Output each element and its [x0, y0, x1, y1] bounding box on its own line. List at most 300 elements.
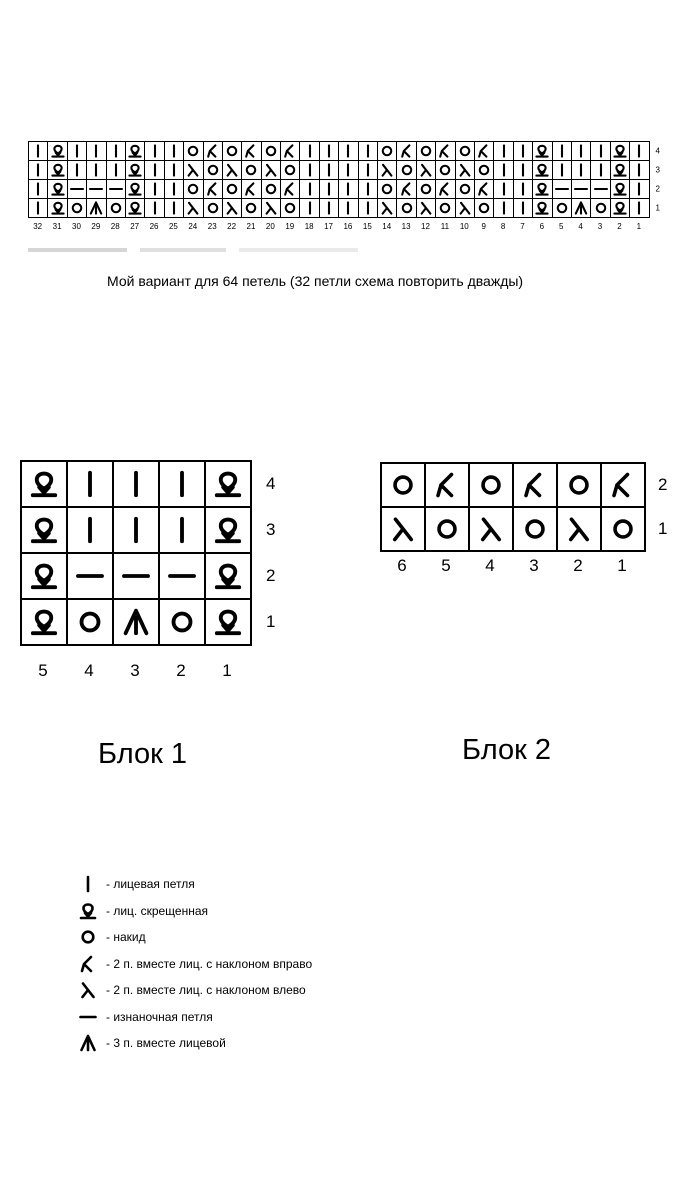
chart-cell	[125, 180, 144, 199]
chart-cell	[630, 199, 649, 218]
column-number: 12	[421, 222, 430, 231]
knit-stitch-icon	[69, 143, 85, 159]
chart-cell	[242, 142, 261, 161]
twisted-knit-icon	[28, 514, 60, 546]
block1-title: Блок 1	[98, 738, 187, 770]
block2-title: Блок 2	[462, 734, 551, 766]
k2tog-left-icon	[263, 162, 279, 178]
chart-cell	[106, 180, 125, 199]
chart-cell	[87, 161, 106, 180]
k2tog-left-icon	[185, 162, 201, 178]
purl-stitch-icon	[69, 181, 85, 197]
chart-cell	[21, 553, 67, 599]
knit-stitch-icon	[496, 181, 512, 197]
twisted-knit-icon	[28, 468, 60, 500]
row-number: 1	[658, 519, 668, 538]
k3tog-icon	[88, 200, 104, 216]
knit-stitch-icon	[120, 468, 152, 500]
knit-stitch-icon	[321, 200, 337, 216]
chart-cell	[571, 142, 590, 161]
chart-row	[29, 161, 650, 180]
knit-stitch-icon	[321, 143, 337, 159]
legend-symbol	[78, 874, 98, 894]
chart-cell	[610, 161, 629, 180]
chart-cell	[164, 161, 183, 180]
knit-stitch-icon	[554, 162, 570, 178]
chart-cell	[29, 161, 48, 180]
knit-stitch-icon	[360, 143, 376, 159]
chart-cell	[533, 199, 552, 218]
column-number: 18	[304, 222, 314, 231]
knit-stitch-icon	[302, 162, 318, 178]
column-number: 19	[285, 222, 295, 231]
chart-cell	[145, 142, 164, 161]
chart-row	[21, 553, 251, 599]
chart-cell	[455, 199, 474, 218]
legend-label: - лицевая петля	[106, 877, 195, 891]
chart-cell	[416, 161, 435, 180]
chart-cell	[300, 142, 319, 161]
faded-text-line	[28, 248, 358, 252]
chart-cell	[358, 161, 377, 180]
chart-cell	[630, 161, 649, 180]
column-number: 5	[38, 661, 48, 680]
full-chart-column-numbers	[28, 222, 649, 231]
chart-cell	[261, 180, 280, 199]
knit-stitch-icon	[515, 200, 531, 216]
chart-cell	[381, 463, 425, 507]
column-number: 31	[52, 222, 62, 231]
chart-cell	[205, 553, 251, 599]
twisted-knit-icon	[534, 181, 550, 197]
twisted-knit-icon	[127, 181, 143, 197]
chart-cell	[48, 199, 67, 218]
block1-column-numbers	[20, 661, 250, 681]
chart-cell	[571, 180, 590, 199]
k3tog-icon	[573, 200, 589, 216]
chart-cell	[455, 180, 474, 199]
chart-cell	[125, 161, 144, 180]
yarn-over-icon	[457, 181, 473, 197]
yarn-over-icon	[593, 200, 609, 216]
k2tog-left-icon	[379, 200, 395, 216]
knit-stitch-icon	[147, 143, 163, 159]
knit-stitch-icon	[166, 514, 198, 546]
chart-cell	[397, 180, 416, 199]
k2tog-right-icon	[282, 143, 298, 159]
block2-chart	[380, 462, 646, 552]
chart-cell	[378, 180, 397, 199]
knit-stitch-icon	[360, 181, 376, 197]
twisted-knit-icon	[212, 606, 244, 638]
k2tog-right-icon	[476, 143, 492, 159]
knit-stitch-icon	[340, 200, 356, 216]
chart-cell	[533, 180, 552, 199]
column-number: 28	[110, 222, 120, 231]
yarn-over-icon	[185, 143, 201, 159]
chart-cell	[474, 199, 493, 218]
chart-cell	[552, 199, 571, 218]
column-number: 4	[84, 661, 94, 680]
knit-stitch-icon	[631, 143, 647, 159]
knit-stitch-icon	[631, 200, 647, 216]
row-number: 3	[266, 520, 276, 539]
knit-stitch-icon	[88, 162, 104, 178]
chart-cell	[381, 507, 425, 551]
purl-stitch-icon	[593, 181, 609, 197]
chart-cell	[205, 461, 251, 507]
chart-cell	[571, 199, 590, 218]
row-number: 2	[266, 566, 276, 585]
chart-cell	[339, 161, 358, 180]
twisted-knit-icon	[50, 181, 66, 197]
chart-cell	[339, 180, 358, 199]
knit-stitch-icon	[515, 143, 531, 159]
chart-cell	[164, 199, 183, 218]
chart-cell	[67, 507, 113, 553]
chart-cell	[358, 199, 377, 218]
k2tog-right-icon	[205, 181, 221, 197]
chart-cell	[184, 142, 203, 161]
chart-cell	[164, 180, 183, 199]
chart-cell	[113, 507, 159, 553]
legend-symbol	[78, 1033, 98, 1053]
knit-stitch-icon	[166, 162, 182, 178]
chart-cell	[557, 463, 601, 507]
chart-cell	[610, 142, 629, 161]
yarn-over-icon	[520, 514, 550, 544]
chart-cell	[601, 463, 645, 507]
chart-cell	[281, 199, 300, 218]
purl-stitch-icon	[78, 1007, 98, 1027]
chart-cell	[67, 553, 113, 599]
yarn-over-icon	[379, 181, 395, 197]
chart-cell	[106, 161, 125, 180]
yarn-over-icon	[205, 162, 221, 178]
legend-label: - накид	[106, 930, 146, 944]
twisted-knit-icon	[612, 143, 628, 159]
row-number: 2	[658, 475, 668, 494]
legend-label: - лиц. скрещенная	[106, 903, 209, 918]
yarn-over-icon	[243, 162, 259, 178]
chart-cell	[261, 199, 280, 218]
column-number: 2	[617, 222, 622, 231]
chart-cell	[205, 507, 251, 553]
k2tog-left-icon	[263, 200, 279, 216]
chart-cell	[164, 142, 183, 161]
chart-cell	[610, 180, 629, 199]
k2tog-right-icon	[243, 181, 259, 197]
yarn-over-icon	[263, 143, 279, 159]
chart-cell	[397, 161, 416, 180]
chart-cell	[145, 199, 164, 218]
twisted-knit-icon	[534, 162, 550, 178]
legend-item	[78, 1006, 213, 1028]
chart-cell	[203, 199, 222, 218]
column-number: 5	[559, 222, 564, 231]
chart-cell	[319, 199, 338, 218]
chart-cell	[261, 161, 280, 180]
k2tog-right-icon	[399, 143, 415, 159]
chart-cell	[630, 142, 649, 161]
purl-stitch-icon	[88, 181, 104, 197]
knit-stitch-icon	[74, 468, 106, 500]
chart-cell	[67, 161, 86, 180]
knit-stitch-icon	[340, 181, 356, 197]
yarn-over-icon	[166, 606, 198, 638]
chart-cell	[48, 142, 67, 161]
knit-stitch-icon	[78, 874, 98, 894]
chart-cell	[436, 180, 455, 199]
chart-cell	[145, 161, 164, 180]
chart-cell	[474, 161, 493, 180]
row-number: 2	[655, 184, 660, 194]
column-number: 16	[343, 222, 353, 231]
twisted-knit-icon	[127, 200, 143, 216]
yarn-over-icon	[224, 143, 240, 159]
yarn-over-icon	[108, 200, 124, 216]
chart-cell	[203, 180, 222, 199]
chart-cell	[513, 161, 532, 180]
chart-cell	[67, 142, 86, 161]
twisted-knit-icon	[28, 560, 60, 592]
column-number: 4	[485, 556, 495, 575]
k2tog-left-icon	[78, 980, 98, 1000]
chart-cell	[319, 180, 338, 199]
twisted-knit-icon	[78, 901, 98, 921]
chart-cell	[378, 161, 397, 180]
chart-cell	[630, 180, 649, 199]
chart-cell	[67, 461, 113, 507]
chart-cell	[425, 463, 469, 507]
chart-cell	[125, 142, 144, 161]
knit-stitch-icon	[321, 162, 337, 178]
chart-cell	[425, 507, 469, 551]
knit-stitch-icon	[166, 181, 182, 197]
chart-cell	[48, 161, 67, 180]
column-number: 7	[520, 222, 525, 231]
knit-stitch-icon	[515, 181, 531, 197]
column-number: 6	[397, 556, 407, 575]
chart-cell	[125, 199, 144, 218]
knit-stitch-icon	[30, 162, 46, 178]
twisted-knit-icon	[612, 200, 628, 216]
chart-cell	[494, 161, 513, 180]
twisted-knit-icon	[212, 514, 244, 546]
chart-cell	[474, 180, 493, 199]
twisted-knit-icon	[127, 143, 143, 159]
chart-cell	[67, 180, 86, 199]
chart-cell	[416, 180, 435, 199]
purl-stitch-icon	[74, 560, 106, 592]
column-number: 3	[597, 222, 603, 231]
chart-cell	[571, 161, 590, 180]
k2tog-left-icon	[185, 200, 201, 216]
column-number: 3	[529, 556, 539, 575]
chart-cell	[552, 161, 571, 180]
knit-stitch-icon	[30, 200, 46, 216]
yarn-over-icon	[282, 200, 298, 216]
chart-cell	[319, 161, 338, 180]
chart-cell	[591, 180, 610, 199]
knit-stitch-icon	[573, 143, 589, 159]
legend-label: - 3 п. вместе лицевой	[106, 1036, 226, 1050]
chart-cell	[416, 199, 435, 218]
twisted-knit-icon	[534, 143, 550, 159]
yarn-over-icon	[564, 470, 594, 500]
chart-cell	[242, 180, 261, 199]
chart-cell	[67, 199, 86, 218]
chart-cell	[416, 142, 435, 161]
chart-cell	[513, 199, 532, 218]
column-number: 24	[188, 222, 198, 231]
column-number: 15	[362, 222, 372, 231]
chart-row	[29, 180, 650, 199]
legend-symbol	[78, 954, 98, 974]
chart-cell	[222, 161, 241, 180]
chart-cell	[513, 507, 557, 551]
legend-item	[78, 873, 195, 895]
knit-stitch-icon	[321, 181, 337, 197]
chart-cell	[281, 142, 300, 161]
chart-cell	[222, 199, 241, 218]
k2tog-left-icon	[457, 162, 473, 178]
chart-cell	[113, 599, 159, 645]
k2tog-right-icon	[205, 143, 221, 159]
chart-cell	[378, 199, 397, 218]
yarn-over-icon	[205, 200, 221, 216]
legend-symbol	[78, 980, 98, 1000]
row-number: 1	[266, 612, 276, 631]
chart-cell	[300, 161, 319, 180]
chart-cell	[601, 507, 645, 551]
column-number: 1	[222, 661, 232, 680]
knit-stitch-icon	[631, 181, 647, 197]
chart-cell	[557, 507, 601, 551]
yarn-over-icon	[432, 514, 462, 544]
column-number: 11	[440, 222, 450, 231]
chart-cell	[29, 142, 48, 161]
twisted-knit-icon	[212, 560, 244, 592]
yarn-over-icon	[418, 181, 434, 197]
knit-stitch-icon	[496, 162, 512, 178]
k2tog-right-icon	[282, 181, 298, 197]
twisted-knit-icon	[127, 162, 143, 178]
column-number: 23	[207, 222, 217, 231]
chart-cell	[242, 161, 261, 180]
knit-stitch-icon	[147, 181, 163, 197]
chart-cell	[113, 553, 159, 599]
chart-cell	[159, 461, 205, 507]
chart-row	[29, 199, 650, 218]
column-number: 4	[578, 222, 583, 231]
chart-cell	[203, 142, 222, 161]
k2tog-right-icon	[437, 143, 453, 159]
column-number: 5	[441, 556, 451, 575]
legend-item	[78, 900, 208, 922]
knit-stitch-icon	[108, 162, 124, 178]
k2tog-right-icon	[520, 470, 550, 500]
k2tog-right-icon	[608, 470, 638, 500]
chart-cell	[21, 461, 67, 507]
column-number: 10	[459, 222, 469, 231]
column-number: 29	[91, 222, 101, 231]
chart-cell	[29, 199, 48, 218]
chart-cell	[29, 180, 48, 199]
chart-cell	[533, 161, 552, 180]
knit-stitch-icon	[573, 162, 589, 178]
chart-cell	[474, 142, 493, 161]
legend-symbol	[78, 927, 98, 947]
knit-stitch-icon	[120, 514, 152, 546]
chart-cell	[358, 142, 377, 161]
yarn-over-icon	[399, 162, 415, 178]
chart-caption: Мой вариант для 64 петель (32 петли схема повторить дважды)	[107, 273, 524, 289]
chart-cell	[494, 199, 513, 218]
twisted-knit-icon	[50, 200, 66, 216]
chart-cell	[205, 599, 251, 645]
chart-row	[21, 507, 251, 553]
knit-stitch-icon	[69, 162, 85, 178]
row-number: 4	[266, 474, 276, 493]
yarn-over-icon	[379, 143, 395, 159]
chart-cell	[610, 199, 629, 218]
k2tog-left-icon	[418, 162, 434, 178]
k2tog-left-icon	[476, 514, 506, 544]
k2tog-right-icon	[78, 954, 98, 974]
column-number: 30	[72, 222, 81, 231]
yarn-over-icon	[185, 181, 201, 197]
chart-row	[381, 507, 645, 551]
k2tog-right-icon	[243, 143, 259, 159]
column-number: 21	[246, 222, 256, 231]
chart-cell	[591, 161, 610, 180]
yarn-over-icon	[69, 200, 85, 216]
legend-label: - 2 п. вместе лиц. с наклоном вправо	[106, 956, 313, 971]
k2tog-left-icon	[224, 200, 240, 216]
purl-stitch-icon	[573, 181, 589, 197]
twisted-knit-icon	[612, 181, 628, 197]
yarn-over-icon	[476, 200, 492, 216]
knit-stitch-icon	[108, 143, 124, 159]
chart-cell	[469, 507, 513, 551]
row-number: 4	[655, 146, 660, 156]
chart-cell	[339, 142, 358, 161]
column-number: 1	[617, 556, 627, 575]
purl-stitch-icon	[166, 560, 198, 592]
column-number: 8	[500, 222, 506, 231]
chart-cell	[436, 142, 455, 161]
knit-stitch-icon	[166, 143, 182, 159]
knit-stitch-icon	[360, 200, 376, 216]
twisted-knit-icon	[28, 606, 60, 638]
k2tog-right-icon	[437, 181, 453, 197]
knit-stitch-icon	[30, 143, 46, 159]
column-number: 25	[168, 222, 178, 231]
chart-cell	[591, 199, 610, 218]
k2tog-left-icon	[418, 200, 434, 216]
chart-cell	[87, 199, 106, 218]
chart-cell	[145, 180, 164, 199]
chart-cell	[184, 199, 203, 218]
knit-stitch-icon	[593, 143, 609, 159]
k2tog-left-icon	[388, 514, 418, 544]
chart-row	[381, 463, 645, 507]
twisted-knit-icon	[50, 143, 66, 159]
chart-cell	[184, 161, 203, 180]
column-number: 6	[539, 222, 545, 231]
knit-stitch-icon	[496, 143, 512, 159]
